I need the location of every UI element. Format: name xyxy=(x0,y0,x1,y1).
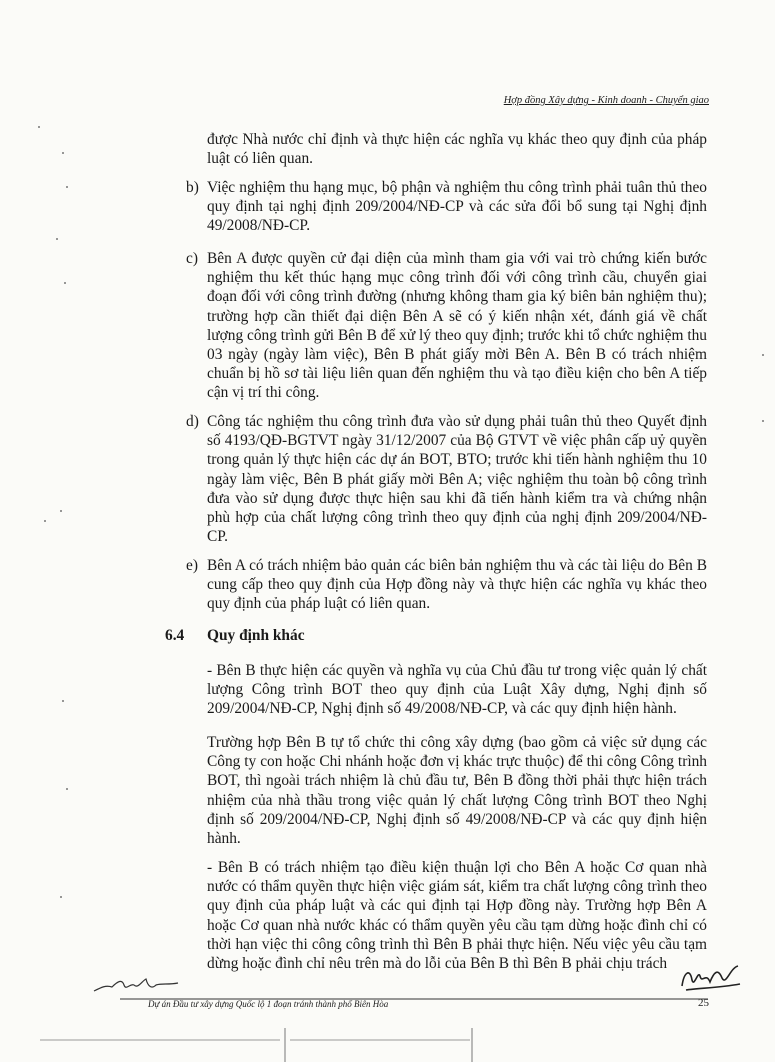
item-text-d: Công tác nghiệm thu công trình đưa vào sử dụng phải tuân thủ theo Quyết định số 4193/QĐ-BGTVT ngày 31/12/2007 của Bộ GTVT về việc phân cấp uỷ quyền trong quản lý thực hiện các dự án BOT, BTO; trước khi tiến hành nghiệm thu 10 ngày làm việc, Bên B phát giấy mời Bên A; việc nghiệm thu toàn bộ công trình đưa vào sử dụng được thực hiện sau khi đã tiến hành kiểm tra và chứng nhận phù hợp của chất lượng công trình theo quy định của nghị định 209/2004/NĐ-CP. xyxy=(207,413,707,546)
item-text-e: Bên A có trách nhiệm bảo quản các biên bản nghiệm thu và các tài liệu do Bên B cung cấp theo quy định của Hợp đồng này và thực hiện các nghĩa vụ khác theo quy định của pháp luật có liên quan. xyxy=(207,557,707,613)
item-label-b: b) xyxy=(186,179,199,196)
item-text-b: Việc nghiệm thu hạng mục, bộ phận và nghiệm thu công trình phải tuân thủ theo quy định tại nghị định 209/2004/NĐ-CP và các sửa đổi bổ sung tại Nghị định 49/2008/NĐ-CP. xyxy=(207,179,707,235)
item-label-c: c) xyxy=(186,250,198,267)
page-number: 25 xyxy=(698,997,709,1009)
scan-edge-marks xyxy=(0,1026,775,1062)
handwritten-signature-right xyxy=(678,962,744,996)
footer-project-title: Dự án Đầu tư xây dựng Quốc lộ 1 đoạn tránh thành phố Biên Hòa xyxy=(148,999,389,1009)
section-paragraph-1: - Bên B thực hiện các quyền và nghĩa vụ của Chủ đầu tư trong việc quản lý chất lượng Công trình BOT theo quy định của Luật Xây dựng, Nghị định số 209/2004/NĐ-CP, Nghị định số 49/2008/NĐ-CP, và các quy định hiện hành. xyxy=(207,662,707,718)
item-label-d: d) xyxy=(186,413,199,430)
section-paragraph-3: - Bên B có trách nhiệm tạo điều kiện thuận lợi cho Bên A hoặc Cơ quan nhà nước có thẩm quyền thực hiện việc giám sát, kiểm tra chất lượng công trình theo quy định của pháp luật và các qui định tại Hợp đồng này. Trường hợp Bên A hoặc Cơ quan nhà nước khác có thẩm quyền yêu cầu tạm dừng hoặc đình chỉ có thời hạn việc thi công công trình thì Bên B phải thực hiện. Nếu việc yêu cầu tạm dừng hoặc đình chỉ nêu trên mà do lỗi của Bên B thì Bên B phải chịu trách xyxy=(207,859,707,973)
item-text-c: Bên A được quyền cử đại diện của mình tham gia với vai trò chứng kiến bước nghiệm thu kết thúc hạng mục công trình đối với công trình cầu, chuyển giai đoạn đối với công trình đường (nhưng không tham gia ký biên bản nghiệm thu); trường hợp cần thiết đại diện Bên A sẽ có ý kiến nhận xét, đánh giá về chất lượng công trình gửi Bên B để xử lý theo quy định; trước khi tổ chức nghiệm thu 03 ngày (ngày làm việc), Bên B phát giấy mời Bên A. Bên B có trách nhiệm chuẩn bị hồ sơ tài liệu liên quan đến nghiệm thu và tạo điều kiện cho bên A tiếp cận vị trí thi công. xyxy=(207,250,707,402)
item-label-e: e) xyxy=(186,557,198,574)
section-title: Quy định khác xyxy=(207,627,305,644)
section-number: 6.4 xyxy=(165,627,185,644)
running-header: Hợp đồng Xây dựng - Kinh doanh - Chuyển giao xyxy=(503,95,709,106)
section-paragraph-2: Trường hợp Bên B tự tổ chức thi công xây dựng (bao gồm cả việc sử dụng các Công ty con hoặc Chi nhánh hoặc đơn vị khác trực thuộc) để thi công Công trình BOT, thì ngoài trách nhiệm là chủ đầu tư, Bên B đồng thời phải thực hiện trách nhiệm của nhà thầu trong việc quản lý chất lượng Công trình BOT theo Nghị định số 209/2004/NĐ-CP, Nghị định số 49/2008/NĐ-CP và các quy định hiện hành. xyxy=(207,734,707,848)
continuation-paragraph: được Nhà nước chỉ định và thực hiện các nghĩa vụ khác theo quy định của pháp luật có liên quan. xyxy=(207,131,707,168)
